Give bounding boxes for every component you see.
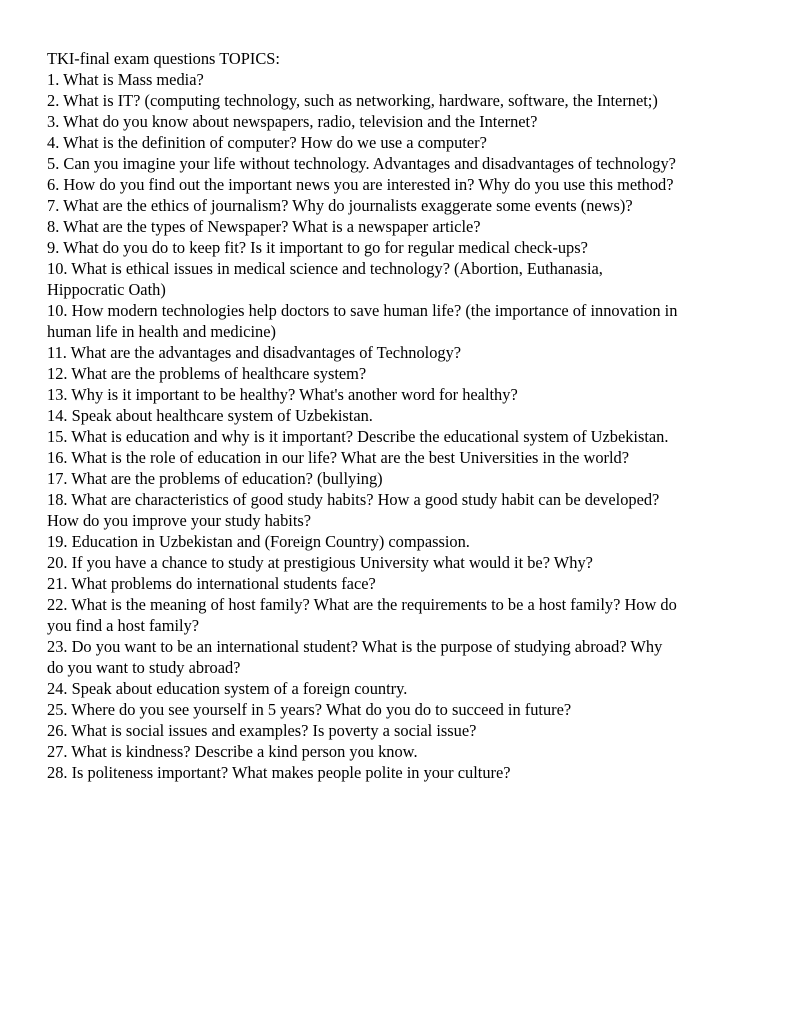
question-line: 19. Education in Uzbekistan and (Foreign Country) compassion.	[47, 532, 470, 551]
question-line: 15. What is education and why is it important? Describe the educational system of Uzbekistan.	[47, 427, 669, 446]
question-line: 14. Speak about healthcare system of Uzbekistan.	[47, 406, 373, 425]
question-line: you find a host family?	[47, 616, 200, 635]
question-line: do you want to study abroad?	[47, 658, 241, 677]
question-line: 21. What problems do international students face?	[47, 574, 376, 593]
question-line: Hippocratic Oath)	[47, 280, 166, 299]
question-line: 4. What is the definition of computer? How do we use a computer?	[47, 133, 487, 152]
question-line: How do you improve your study habits?	[47, 511, 312, 530]
question-line: 5. Can you imagine your life without technology. Advantages and disadvantages of technology?	[47, 154, 676, 173]
question-line: 22. What is the meaning of host family? What are the requirements to be a host family? How do	[47, 595, 677, 614]
document-page	[47, 48, 767, 783]
question-line: 24. Speak about education system of a foreign country.	[47, 679, 408, 698]
question-line: 17. What are the problems of education? (bullying)	[47, 469, 383, 488]
question-line: 27. What is kindness? Describe a kind person you know.	[47, 742, 418, 761]
question-line: 7. What are the ethics of journalism? Why do journalists exaggerate some events (news)?	[47, 196, 633, 215]
question-line: 11. What are the advantages and disadvantages of Technology?	[47, 343, 462, 362]
question-line: 12. What are the problems of healthcare system?	[47, 364, 367, 383]
question-line: 6. How do you find out the important news you are interested in? Why do you use this method?	[47, 175, 674, 194]
question-line: human life in health and medicine)	[47, 322, 276, 341]
question-line: 13. Why is it important to be healthy? What's another word for healthy?	[47, 385, 518, 404]
question-line: 25. Where do you see yourself in 5 years? What do you do to succeed in future?	[47, 700, 572, 719]
question-line: 26. What is social issues and examples? Is poverty a social issue?	[47, 721, 477, 740]
question-line: 10. How modern technologies help doctors to save human life? (the importance of innovation in	[47, 301, 678, 320]
question-line: 16. What is the role of education in our life? What are the best Universities in the world?	[47, 448, 629, 467]
question-line: 18. What are characteristics of good study habits? How a good study habit can be developed?	[47, 490, 660, 509]
question-line: 9. What do you do to keep fit? Is it important to go for regular medical check-ups?	[47, 238, 588, 257]
question-line: 2. What is IT? (computing technology, such as networking, hardware, software, the Internet;)	[47, 91, 658, 110]
question-line: 23. Do you want to be an international student? What is the purpose of studying abroad? Why	[47, 637, 663, 656]
question-line: 28. Is politeness important? What makes people polite in your culture?	[47, 763, 511, 782]
document-title: TKI-final exam questions TOPICS:	[47, 49, 280, 68]
question-line: 20. If you have a chance to study at prestigious University what would it be? Why?	[47, 553, 593, 572]
question-line: 8. What are the types of Newspaper? What is a newspaper article?	[47, 217, 481, 236]
question-line: 3. What do you know about newspapers, radio, television and the Internet?	[47, 112, 538, 131]
question-line: 10. What is ethical issues in medical science and technology? (Abortion, Euthanasia,	[47, 259, 603, 278]
question-line: 1. What is Mass media?	[47, 70, 204, 89]
